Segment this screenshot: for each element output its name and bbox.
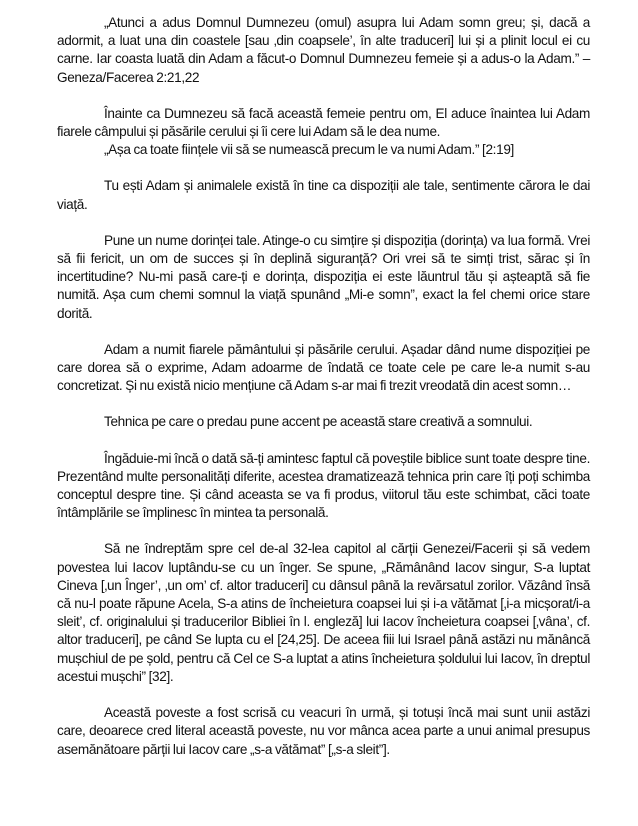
paragraph-story-written-ages-ago: Această poveste a fost scrisă cu veacuri în urmă, și totuși încă mai sunt unii astăzi care, deoarece cred literal această poveste, nu vor mânca acea parte a unui animal presupus asemănătoare părții lui Iacov care „s-a vătămat” [„s-a sleit”]. [57,705,590,757]
paragraph-name-your-desire: Pune un nume dorinței tale. Atinge-o cu simțire și dispoziția (dorința) va lua formă. Vrei să fii fericit, un om de succes și în deplină siguranță? Ori vrei să te simți trist, sărac și în incertitudine? Nu-mi pasă care-ți e dorința, dispoziția ei este lăuntrul tău și așteaptă să fie numită. Așa cum chemi somnul la viață spunând „Mi-e somn”, exact la fel chemi orice stare dorită. [57,232,590,321]
paragraph-genesis-2-19-quote: „Așa ca toate ființele vii să se numească precum le va numi Adam.” [2:19] [104,142,514,158]
document-page [57,14,590,777]
paragraph-naming-animals: Înainte ca Dumnezeu să facă această femeie pentru om, El aduce înaintea lui Adam fiarele câmpului și păsările cerului și îi cere lui Adam să le dea nume. [57,105,590,140]
paragraph-bible-stories: Îngăduie-mi încă o dată să-ți amintesc faptul că poveștile biblice sunt toate despre tine. Prezentând multe personalități diferite, acestea dramatizează tehnica prin care îți poți schimba conceptul despre tine. Și când aceasta se va fi produs, viitorul tău este schimbat, căci toate întâmplările se împlinesc în mintea ta personală. [57,450,590,521]
paragraph-genesis-quote: „Atunci a adus Domnul Dumnezeu (omul) asupra lui Adam somn greu; și, dacă a adormit, a luat una din coastele [sau ‚din coapsele’, în alte traduceri] lui și a plinit locul ei cu carne. Iar coasta luată din Adam a făcut-o Domnul Dumnezeu femeie și a adus-o la Adam.” – Geneza/Facerea 2:21,22 [57,15,590,85]
paragraph-jacob-wrestling: Să ne îndreptăm spre cel de-al 32-lea capitol al cărții Genezei/Facerii și să vedem povestea lui Iacov luptându-se cu un înger. Se spune, „Rămânând Iacov singur, S-a luptat Cineva [‚un Înger’, ‚un om’ cf. altor traduceri] cu dânsul până la revărsatul zorilor. Văzând însă că nu-l poate răpune Acela, S-a atins de încheietura coapsei lui și i-a vătămat [‚i-a micșorat/i-a sleit’, cf. originalului și traducerilor Bibliei în l. engleză] lui Iacov încheietura coapsei [‚vâna’, cf. altor traduceri], pe când Se lupta cu el [24,25]. De aceea fiii lui Israel până astăzi nu mănâncă mușchiul de pe șold, pentru că Cel ce S-a luptat a atins încheietura șoldului lui Iacov, în dreptul acestui mușchi” [32]. [57,541,590,684]
paragraph-you-are-adam: Tu ești Adam și animalele există în tine ca dispoziții ale tale, sentimente cărora le dai viață. [57,178,590,212]
paragraph-adam-named-beasts: Adam a numit fiarele pământului și păsările cerului. Așadar dând nume dispoziției pe care dorea să o exprime, Adam adoarme de îndată ce toate cele pe care le-a numit s-au concretizat. Și nu există nicio mențiune că Adam s-ar mai fi trezit vreodată din acest somn… [57,341,590,394]
paragraph-technique: Tehnica pe care o predau pune accent pe această stare creativă a somnului. [104,414,533,430]
